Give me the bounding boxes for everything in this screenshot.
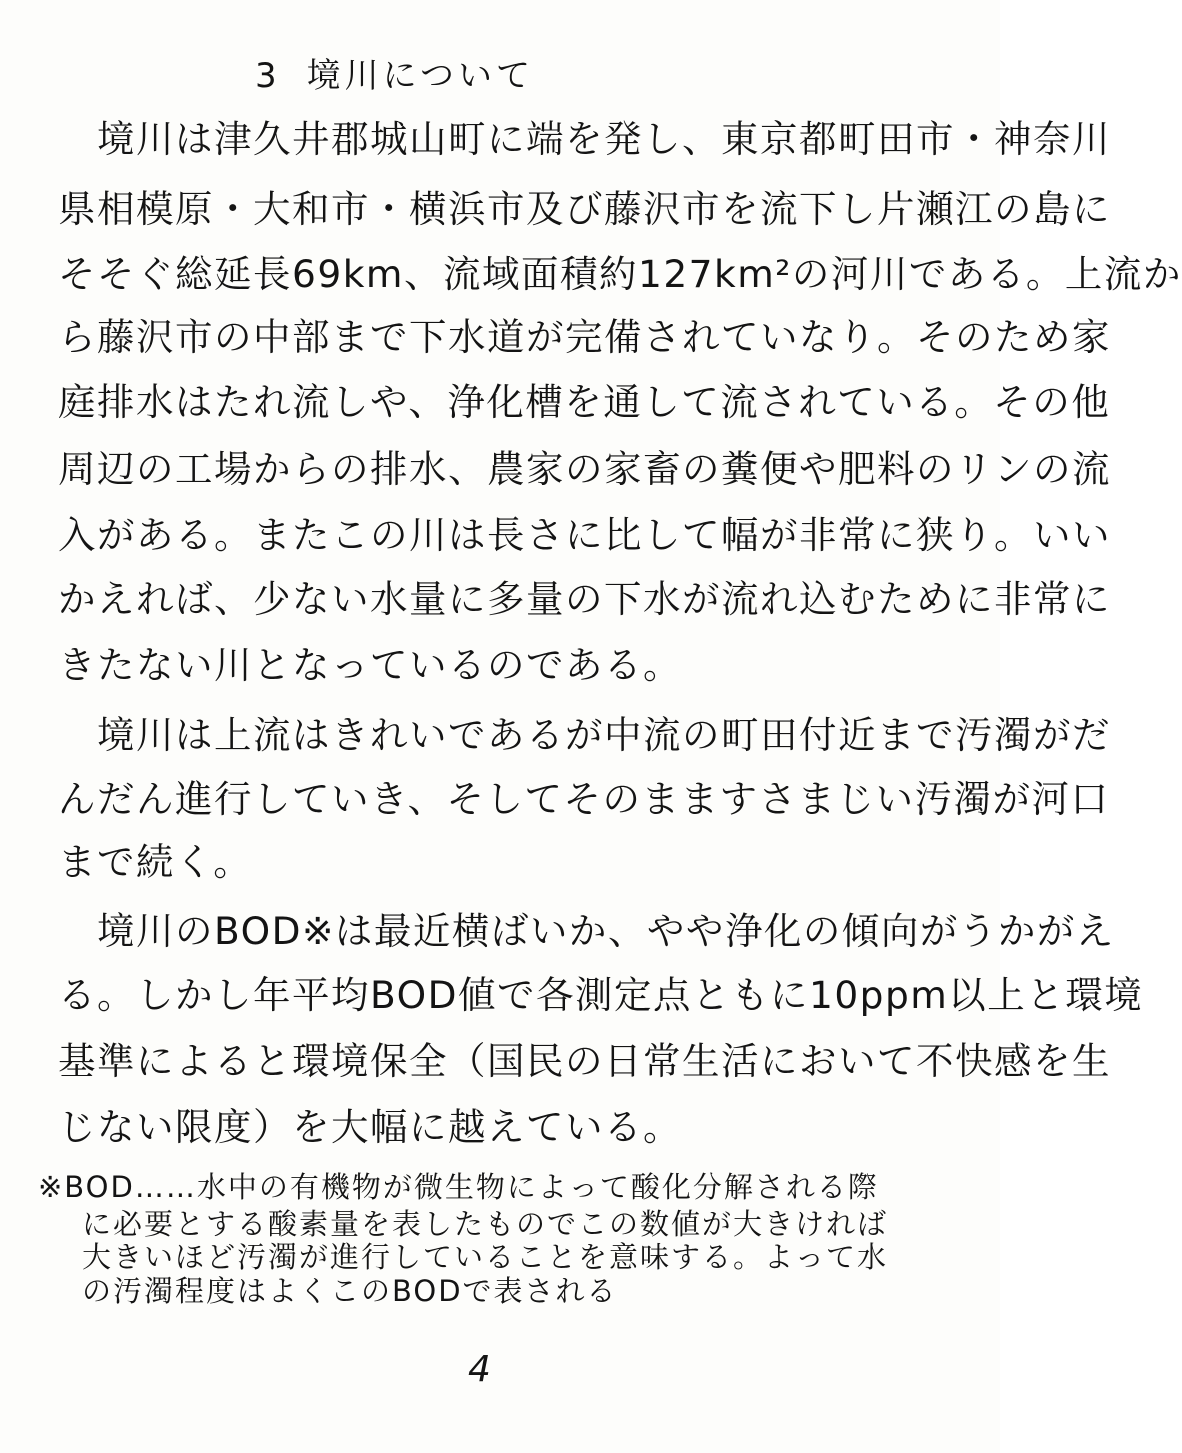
paragraph-1-line-8: かえれば、少ない水量に多量の下水が流れ込むために非常に: [58, 577, 1111, 621]
paragraph-2-line-2: んだん進行していき、そしてそのまますさまじい汚濁が河口: [58, 777, 1110, 821]
paragraph-1-line-7: 入がある。またこの川は長さに比して幅が非常に狭り。いい: [58, 513, 1111, 557]
paragraph-1-line-9: きたない川となっているのである。: [58, 643, 682, 687]
section-number: 3: [255, 56, 281, 96]
section-heading: [255, 52, 534, 100]
paragraph-3-line-4: じない限度）を大幅に越えている。: [58, 1105, 682, 1149]
paragraph-2-line-3: まで続く。: [58, 840, 253, 884]
paragraph-3-line-1: 境川のBOD※は最近横ばいか、やや浄化の傾向がうかがえ: [58, 909, 1115, 953]
footnote-line-4: の汚濁程度はよくこのBODで表される: [82, 1274, 618, 1308]
paragraph-3-line-3: 基準によると環境保全（国民の日常生活において不快感を生: [58, 1039, 1111, 1083]
footnote-line-3: 大きいほど汚濁が進行していることを意味する。よって水: [82, 1240, 889, 1274]
paragraph-3-line-2: る。しかし年平均BOD値で各測定点ともに10ppm以上と環境: [58, 973, 1144, 1017]
paragraph-1-line-2: 県相模原・大和市・横浜市及び藤沢市を流下し片瀬江の島に: [58, 187, 1111, 231]
paragraph-1-line-5: 庭排水はたれ流しや、浄化槽を通して流されている。その他: [58, 380, 1111, 424]
paragraph-2-line-1: 境川は上流はきれいであるが中流の町田付近まで汚濁がだ: [58, 713, 1111, 757]
footnote-line-1: ※BOD……水中の有機物が微生物によって酸化分解される際: [38, 1170, 879, 1204]
footnote-line-2: に必要とする酸素量を表したものでこの数値が大きければ: [82, 1207, 889, 1241]
paragraph-1-line-1: 境川は津久井郡城山町に端を発し、東京都町田市・神奈川: [58, 117, 1111, 161]
paragraph-1-line-3: そそぐ総延長69km、流域面積約127km²の河川である。上流か: [58, 252, 1182, 296]
page-number: 4: [468, 1349, 491, 1390]
paragraph-1-line-6: 周辺の工場からの排水、農家の家畜の糞便や肥料のリンの流: [58, 447, 1111, 491]
paragraph-1-line-4: ら藤沢市の中部まで下水道が完備されていなり。そのため家: [58, 315, 1111, 359]
section-title: 境川について: [306, 56, 534, 96]
